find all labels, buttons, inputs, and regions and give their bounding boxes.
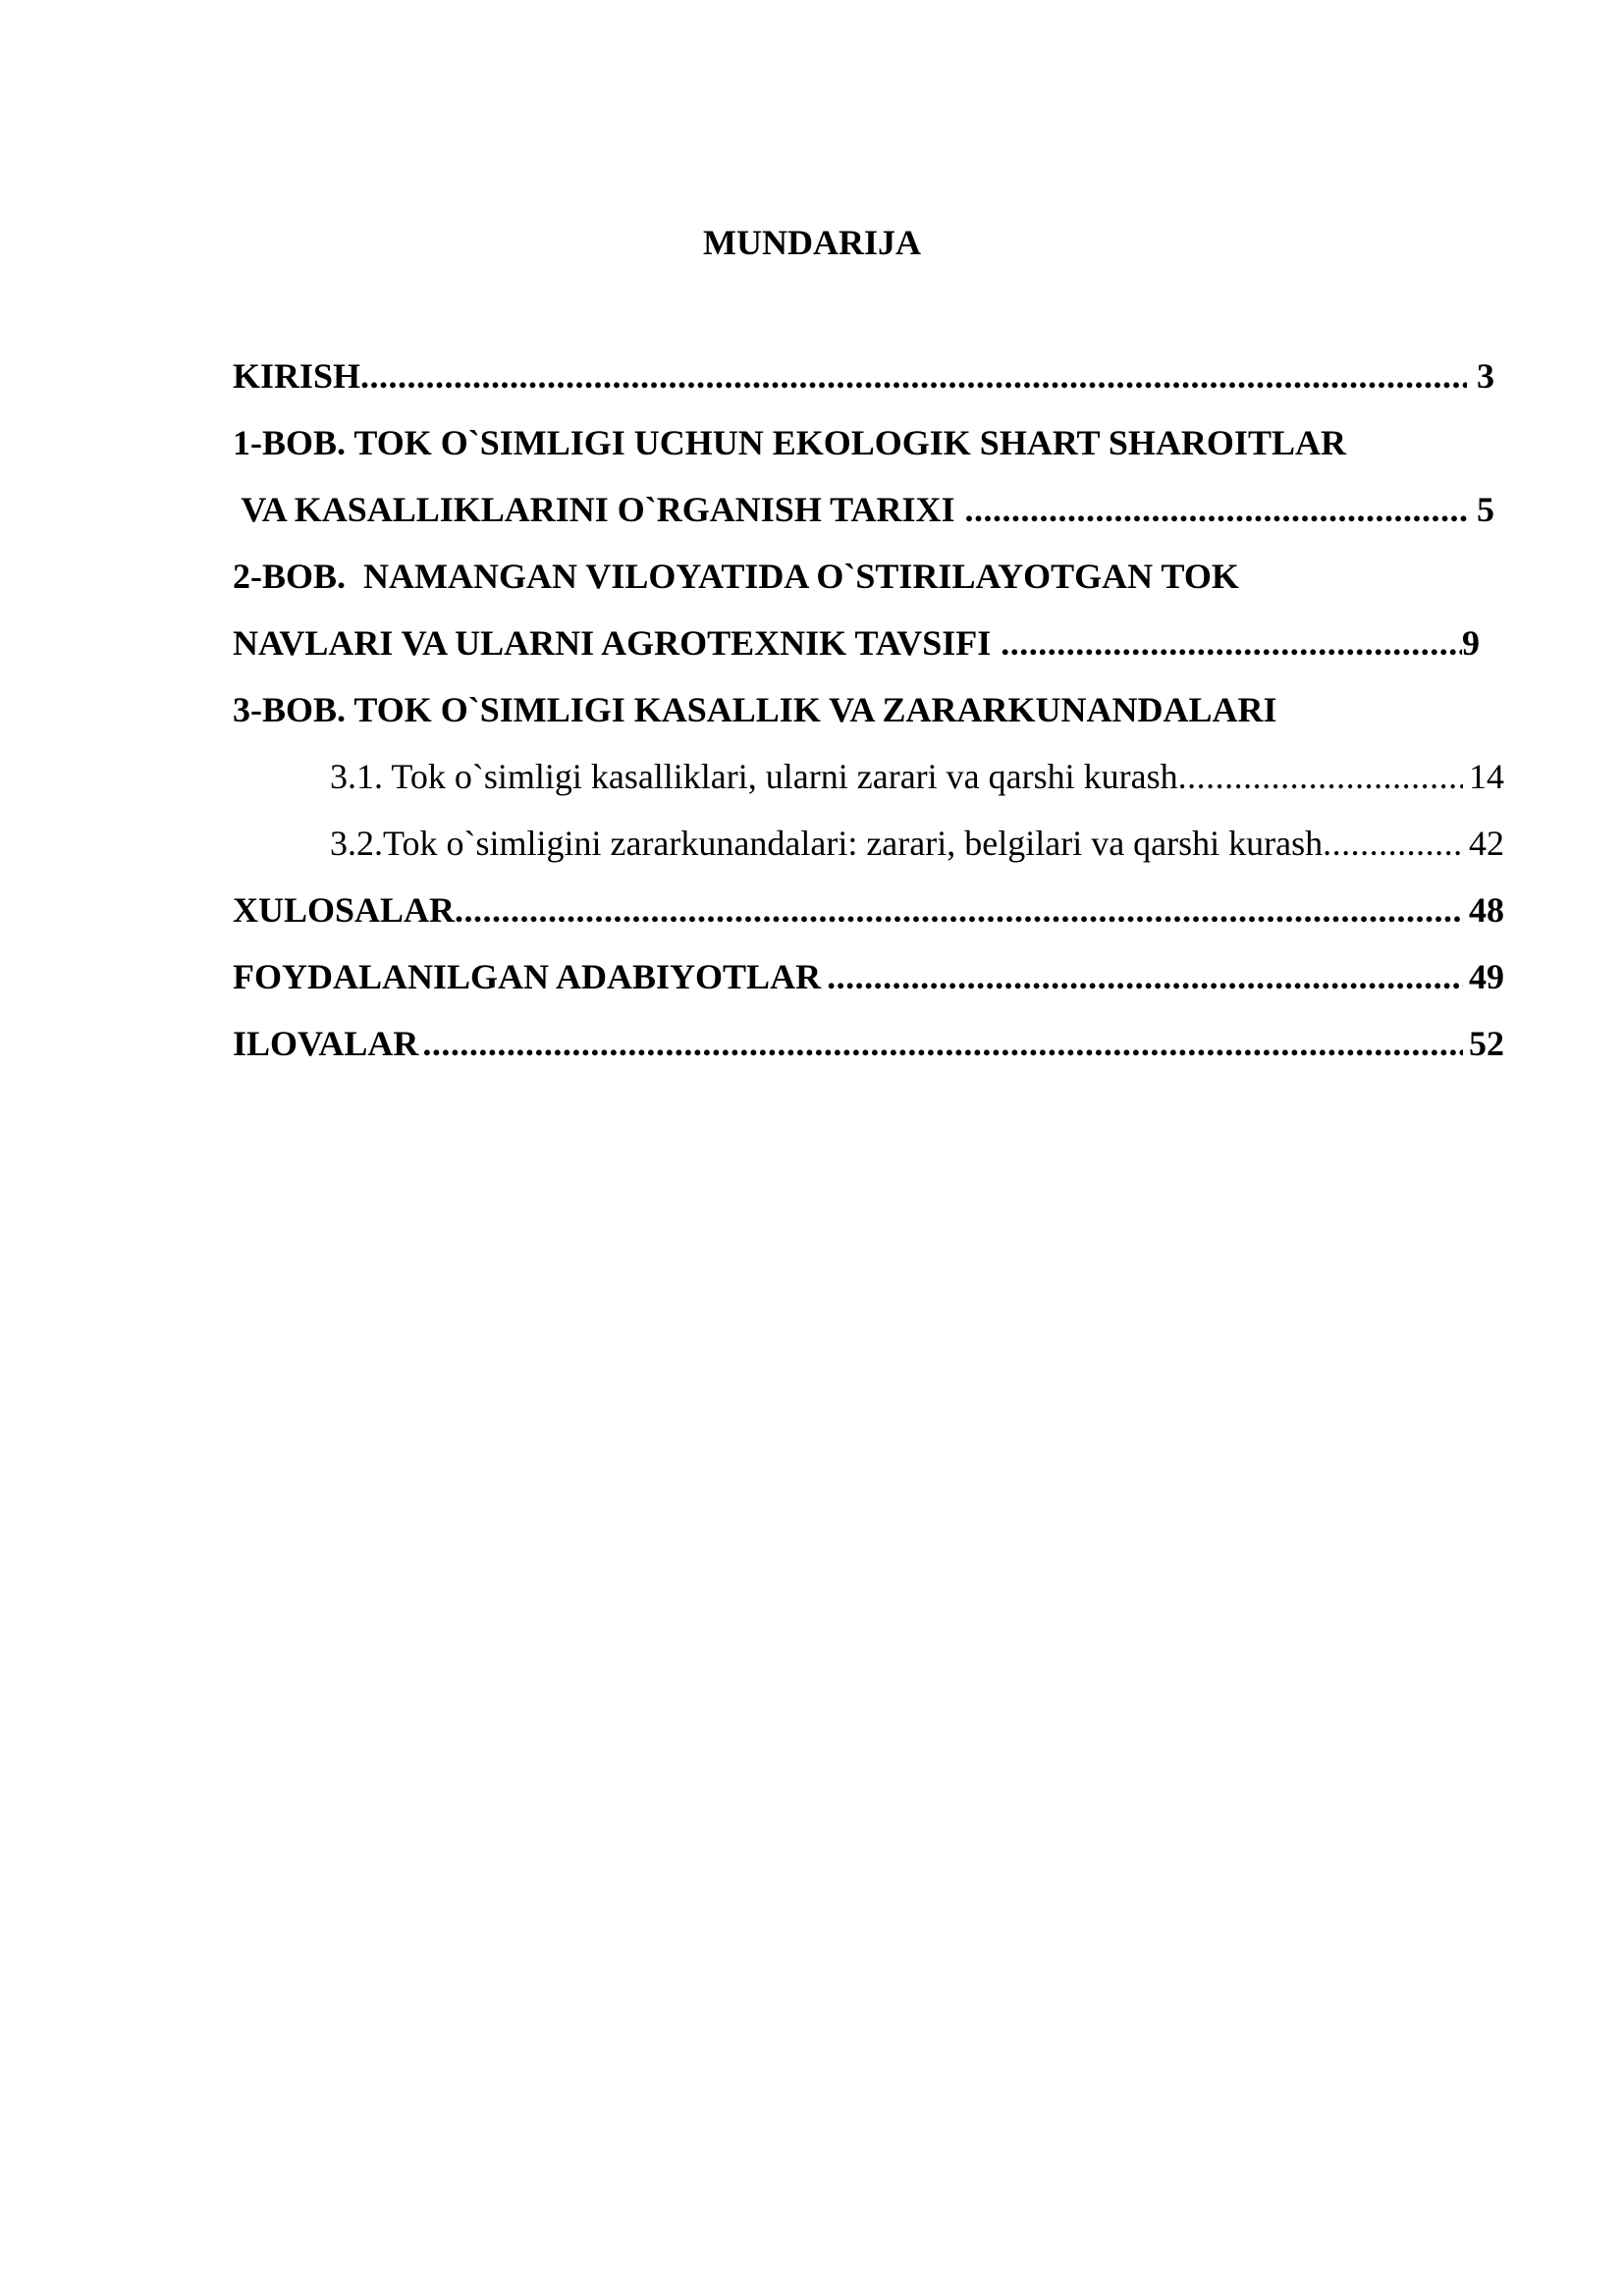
- toc-entry-foydalanilgan-adabiyotlar: [233, 952, 1504, 1001]
- dot-leader: [455, 885, 1463, 934]
- toc-entry-label: 3.1. Tok o`simligi kasalliklari, ularni zarari va qarshi kurash: [330, 757, 1178, 796]
- toc-entry-label: 2-BOB. NAMANGAN VILOYATIDA O`STIRILAYOTGAN TOK: [233, 557, 1239, 596]
- toc-entry-page: 52: [1469, 1024, 1504, 1063]
- toc-entry-page: 42: [1469, 824, 1504, 863]
- toc-entry-page: 48: [1469, 890, 1504, 930]
- toc-entry-page: 5: [1477, 490, 1494, 529]
- toc-entry-label: 1-BOB. TOK O`SIMLIGI UCHUN EKOLOGIK SHART SHAROITLAR: [233, 423, 1346, 462]
- dot-leader: [1178, 752, 1463, 801]
- toc-entry-label: 3-BOB. TOK O`SIMLIGI KASALLIK VA ZARARKUNANDALARI: [233, 690, 1277, 729]
- toc-entry-chapter-1-line-1: [233, 418, 1509, 467]
- toc-entry-label: XULOSALAR: [233, 890, 456, 930]
- toc-entry-xulosalar: [233, 885, 1504, 934]
- toc-entry-chapter-1-line-2: [233, 485, 1494, 534]
- toc-entry-page: 14: [1469, 757, 1504, 796]
- dot-leader: [1323, 819, 1463, 868]
- toc-entry-label: NAVLARI VA ULARNI AGROTEXNIK TAVSIFI: [233, 623, 992, 663]
- dot-leader: [422, 1019, 1463, 1068]
- toc-entry-label: FOYDALANILGAN ADABIYOTLAR: [233, 957, 822, 996]
- toc-entry-kirish: [233, 351, 1494, 400]
- toc-entry-label: ILOVALAR: [233, 1024, 419, 1063]
- toc-entry-chapter-2-line-1: [233, 552, 1509, 601]
- dot-leader: [827, 952, 1463, 1001]
- toc-entry-page: 49: [1469, 957, 1504, 996]
- dot-leader: [360, 351, 1467, 400]
- toc-entry-chapter-2-line-2: [233, 618, 1480, 667]
- toc-entry-page: 3: [1477, 356, 1494, 396]
- toc-entry-chapter-3: [233, 685, 1509, 734]
- toc-entry-ilovalar: [233, 1019, 1504, 1068]
- dot-leader: [1001, 618, 1462, 667]
- toc-entry-label: 3.2.Tok o`simligini zararkunandalari: zarari, belgilari va qarshi kurash: [330, 824, 1324, 863]
- toc-entry-section-3-2: [330, 819, 1504, 868]
- toc-entry-label: KIRISH: [233, 356, 361, 396]
- toc-entry-label: VA KASALLIKLARINI O`RGANISH TARIXI: [233, 490, 955, 529]
- dot-leader: [965, 485, 1467, 534]
- toc-entry-section-3-1: [330, 752, 1504, 801]
- page-title: MUNDARIJA: [703, 223, 921, 262]
- toc-entry-page: 9: [1462, 623, 1480, 663]
